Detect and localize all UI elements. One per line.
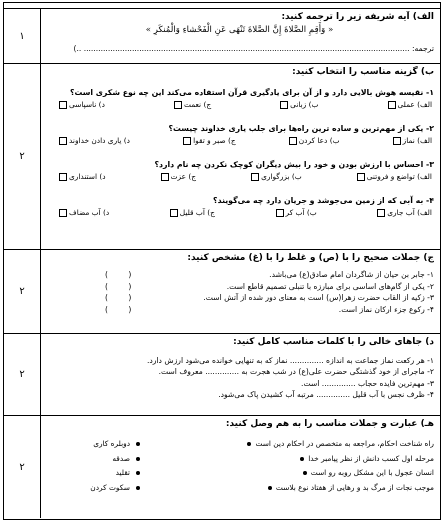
section-alef [4, 9, 440, 63]
answer-parens[interactable]: ( ) [105, 270, 141, 279]
q2-option-c[interactable]: ج) صبر و تقوا [183, 135, 236, 147]
match-row-3 [45, 466, 434, 481]
tf-item-4: ۴- رکوع جزء ارکان نماز است. ( ) [45, 304, 434, 316]
match-left-4[interactable]: موجب نجات از مرگ بد و رهایی از هفتاد نوع بلاست [268, 481, 434, 496]
q3-option-c[interactable]: ج) عزت [161, 171, 196, 183]
question-4-text: ۴- به آبی که از زمین می‌جوشد و جریان دارد چه می‌گویند؟ [213, 196, 434, 205]
section-be-content [40, 64, 440, 249]
dot-icon[interactable] [303, 471, 307, 475]
section-jim-content [40, 250, 440, 333]
fill-item-3[interactable]: ۳- مهم‌ترین فایده حجاب .............. است. [301, 378, 434, 388]
section-alef-score: ۱ [19, 30, 25, 42]
q4-option-b[interactable]: ب) آب کر [276, 207, 317, 219]
match-right-3[interactable]: تقلید [45, 466, 140, 481]
section-dal [4, 333, 440, 415]
tf-item-3: ۳- زکیه از القاب حضرت زهرا(س) است به معنای دور شده از آتش است. ( ) [45, 292, 434, 304]
q3-option-a[interactable]: الف) تواضع و فروتنی [357, 171, 432, 183]
question-1 [45, 87, 434, 111]
section-he-heading: هـ) عبارت و جملات مناسب را به هم وصل کنید: [225, 419, 434, 429]
match-right-2[interactable]: صدقه [45, 452, 140, 467]
question-4 [45, 195, 434, 219]
checkbox-icon[interactable] [161, 173, 169, 181]
section-be [4, 63, 440, 249]
checkbox-icon[interactable] [393, 137, 401, 145]
q2-option-a[interactable]: الف) نماز [393, 135, 432, 147]
checkbox-icon[interactable] [170, 209, 178, 217]
q3-option-b[interactable]: ب) بزرگواری [251, 171, 302, 183]
section-be-score: ۲ [19, 151, 25, 162]
tf-item-1: ۱- جابر بن حیان از شاگردان امام صادق(ع) می‌باشد. ( ) [45, 269, 434, 281]
match-right-4[interactable]: سکوت کردن [45, 481, 140, 496]
checkbox-icon[interactable] [276, 209, 284, 217]
q3-option-d[interactable]: د) استنداری [59, 171, 106, 183]
fill-item-4[interactable]: ۴- ظرف نجس با آب قلیل .............. مرتبه آب کشیدن پاک می‌شود. [218, 390, 434, 400]
section-alef-content [40, 9, 440, 63]
question-2-text: ۲- یکی از مهم‌ترین و ساده ترین راه‌ها برای جلب یاری خداوند چیست؟ [168, 124, 434, 133]
checkbox-icon[interactable] [183, 137, 191, 145]
checkbox-icon[interactable] [377, 209, 385, 217]
section-be-heading: ب) گزینه مناسب را انتخاب کنید: [292, 67, 434, 77]
checkbox-icon[interactable] [251, 173, 259, 181]
dot-icon[interactable] [136, 486, 140, 490]
section-he-score: ۲ [19, 461, 25, 473]
question-1-options [45, 99, 434, 111]
q1-option-c[interactable]: ج) نعمت [174, 99, 211, 111]
checkbox-icon[interactable] [174, 101, 182, 109]
checkbox-icon[interactable] [388, 101, 396, 109]
section-dal-score: ۲ [19, 369, 25, 380]
answer-parens[interactable]: ( ) [105, 304, 141, 314]
question-2-options [45, 135, 434, 147]
q1-option-b[interactable]: ب) زبانی [280, 99, 318, 111]
question-3-text: ۳- احساس با ارزش بودن و خود را بیش دیگران کوچک نکردن چه نام دارد؟ [154, 160, 434, 169]
section-dal-heading: د) جاهای خالی را با کلمات مناسب کامل کنید: [233, 337, 434, 347]
match-left-1[interactable]: راه شناخت احکام، مراجعه به متخصص در احکام دین است [247, 437, 434, 452]
question-3-options [45, 171, 434, 183]
checkbox-icon[interactable] [59, 173, 67, 181]
answer-parens[interactable]: ( ) [105, 281, 141, 291]
question-4-options [45, 207, 434, 219]
fill-item-1[interactable]: ۱- هر رکعت نماز جماعت به اندازه .............. نماز که به تنهایی خوانده می‌شود ارزش دارد. [146, 356, 434, 365]
tf-item-2: ۲- یکی از گام‌های اساسی برای مبارزه با تنبلی تصمیم قاطع است. ( ) [45, 281, 434, 293]
match-row-1 [45, 437, 434, 452]
q4-option-d[interactable]: د) آب مضاف [59, 207, 109, 219]
dot-icon[interactable] [136, 471, 140, 475]
match-right-1[interactable]: دوبلره کاری [45, 437, 140, 452]
section-alef-heading: الف) آیه شریفه زیر را ترجمه کنید: [281, 12, 434, 22]
section-jim-score: ۲ [19, 286, 25, 297]
match-row-4 [45, 481, 434, 496]
q4-option-a[interactable]: الف) آب جاری [377, 207, 432, 219]
match-row-2 [45, 452, 434, 467]
q1-option-a[interactable]: الف) عملی [388, 99, 432, 111]
section-he [4, 415, 440, 518]
dot-icon[interactable] [136, 457, 140, 461]
checkbox-icon[interactable] [59, 101, 67, 109]
checkbox-icon[interactable] [289, 137, 297, 145]
answer-parens[interactable]: ( ) [105, 293, 141, 302]
translation-line[interactable]: ترجمه: ....................................................................................................................................... ..) [73, 44, 434, 53]
exam-page [3, 2, 441, 520]
dot-icon[interactable] [247, 442, 251, 446]
checkbox-icon[interactable] [59, 209, 67, 217]
dot-icon[interactable] [136, 442, 140, 446]
q2-option-d[interactable]: د) یاری دادن خداوند [59, 135, 130, 147]
dot-icon[interactable] [300, 457, 304, 461]
q1-option-d[interactable]: د) ناسپاسی [59, 99, 105, 111]
section-jim-heading: ج) جملات صحیح را با (ص) و غلط را با (غ) مشخص کنید: [187, 253, 434, 263]
question-2 [45, 123, 434, 147]
dot-icon[interactable] [268, 486, 272, 490]
section-jim [4, 249, 440, 333]
checkbox-icon[interactable] [280, 101, 288, 109]
q4-option-c[interactable]: ج) آب قلیل [170, 207, 215, 219]
question-3 [45, 159, 434, 183]
checkbox-icon[interactable] [59, 137, 67, 145]
section-he-content [40, 416, 440, 518]
verse-text: « وَأَقِمِ الصَّلاةَ إِنَّ الصَّلاةَ تَنْهَى عَنِ الْفَحْشاءِ وَالْمُنكَرِ » [145, 25, 334, 35]
match-left-3[interactable]: انسان عجول با این مشکل روبه رو است [303, 466, 434, 481]
q2-option-b[interactable]: ب) دعا کردن [289, 135, 340, 147]
fill-item-2[interactable]: ۲- ماجرای از خود گذشتگی حضرت علی(ع) در شب هجرت به .............. معروف است. [158, 367, 434, 377]
question-1-text: ۱- نقیسه هوش بالایی دارد و از آن برای یادگیری قرآن استفاده می‌کند این چه نوع شکری است؟ [69, 88, 434, 97]
section-dal-content [40, 334, 440, 415]
checkbox-icon[interactable] [357, 173, 365, 181]
match-left-2[interactable]: مرحله اول کسب دانش از نظر پیامبر خدا [300, 452, 434, 467]
